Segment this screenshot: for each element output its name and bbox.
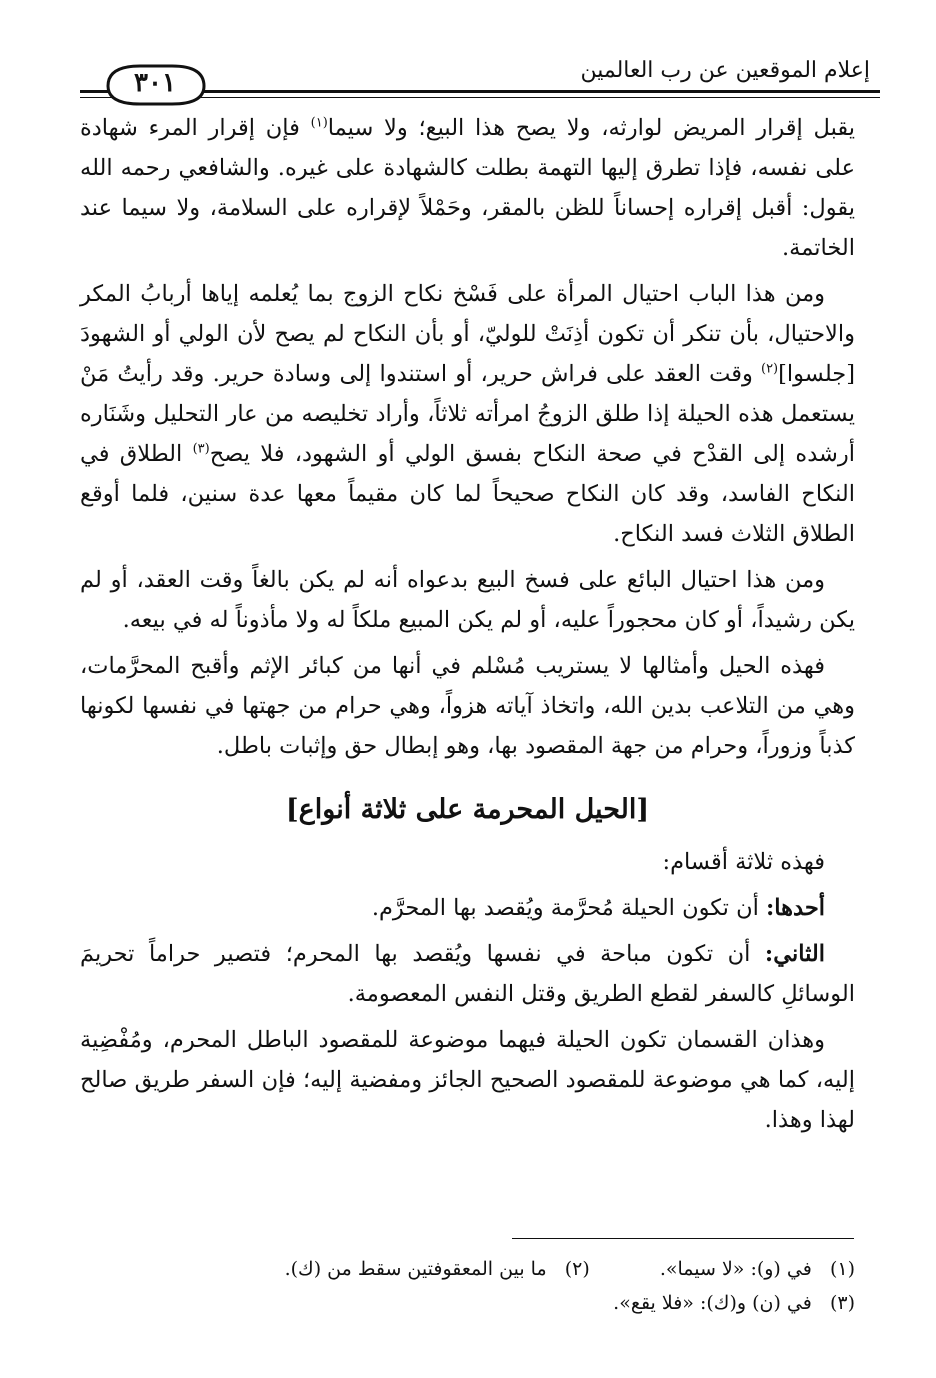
paragraph-8: وهذان القسمان تكون الحيلة فيهما موضوعة للمقصود الباطل المحرم، ومُفْضِية إليه، كما هي موضوعة للمقصود الصحيح الجائز ومفضية إليه؛ فإن السفر طريق صالح لهذا وهذا. <box>80 1027 855 1133</box>
footnote-ref-2: (٢) <box>760 361 779 377</box>
page-header <box>80 40 880 100</box>
paragraph-6-text: أن تكون الحيلة مُحرَّمة ويُقصد بها المحرَّم. <box>371 895 766 921</box>
main-text <box>80 108 855 1146</box>
paragraph-6 <box>80 888 855 928</box>
footnotes <box>80 1252 855 1320</box>
paragraph-6-label: أحدها: <box>766 895 825 921</box>
paragraph-2-text-b: وقت العقد على فراش حرير، أو استندوا إلى وسادة حرير. وقد رأيتُ مَنْ يستعمل هذه الحيلة إذا طلق الزوجُ امرأته ثلاثاً، وأراد تخليصه من عار التحليل وشَنَاره أرشده إلى القدْح في صحة النكاح بفسق الولي أو الشهود، فلا يصح <box>80 361 855 467</box>
paragraph-7-label: الثاني: <box>764 941 825 967</box>
paragraph-5: فهذه ثلاثة أقسام: <box>662 849 825 875</box>
paragraph-1-text-b: فإن إقرار المرء شهادة على نفسه، فإذا تطرق إليها التهمة بطلت كالشهادة على غيره. والشافعي رحمه الله يقول: أقبل إقراره إحساناً للظن بالمقر، وحَمْلاً لإقراره على السلامة، ولا سيما عند الخاتمة. <box>80 115 855 261</box>
paragraph-1-text-a: يقبل إقرار المريض لوارثه، ولا يصح هذا البيع؛ ولا سيما <box>327 115 855 141</box>
footnote-3-text: في (ن) و(ك): «فلا يقع». <box>613 1292 812 1314</box>
paragraph-4: فهذه الحيل وأمثالها لا يستريب مُسْلم في أنها من كبائر الإثم وأقبح المحرَّمات، وهي من التلاعب بدين الله، واتخاذ آياته هزواً، وهي حرام من جهتها في نفسها لكونها كذباً وزوراً، وحرام من جهة المقصود بها، وهو إبطال حق وإثبات باطل. <box>80 653 855 759</box>
footnote-ref-3: (٣) <box>192 441 210 457</box>
paragraph-7 <box>80 934 855 1014</box>
footnote-3 <box>613 1286 855 1320</box>
footnote-separator <box>512 1238 854 1239</box>
footnote-2-text: ما بين المعقوفتين سقط من (ك). <box>284 1258 547 1280</box>
page-number: ٣٠١ <box>134 68 176 98</box>
footnote-row <box>80 1252 855 1286</box>
page-number-badge <box>100 62 210 106</box>
running-title: إعلام الموقعين عن رب العالمين <box>580 58 870 83</box>
paragraph-3: ومن هذا احتيال البائع على فسخ البيع بدعواه أنه لم يكن بالغاً وقت العقد، أو لم يكن رشيداً، أو كان محجوراً عليه، أو لم يكن المبيع ملكاً له ولا مأذوناً له في بيعه. <box>80 567 855 633</box>
footnote-1-number: (١) <box>829 1258 855 1280</box>
paragraph-1 <box>80 108 855 268</box>
footnote-1-text: في (و): «لا سيما». <box>659 1258 812 1280</box>
footnote-row <box>80 1286 855 1320</box>
paragraph-2 <box>80 274 855 554</box>
footnote-ref-1: (١) <box>310 115 328 131</box>
section-heading: [الحيل المحرمة على ثلاثة أنواع] <box>285 794 650 825</box>
paragraph-2-text-a: ومن هذا الباب احتيال المرأة على فَسْخ نكاح الزوج بما يُعلمه إياها أربابُ المكر والاحتيال، بأن تنكر أن تكون أذِنَتْ للوليّ، أو بأن النكاح لم يصح لأن الولي أو الشهودَ [جلسوا] <box>80 281 855 387</box>
footnote-3-number: (٣) <box>829 1292 855 1314</box>
footnote-2 <box>285 1252 590 1286</box>
footnote-2-number: (٢) <box>564 1258 590 1280</box>
paragraph-2-text-c: الطلاق في النكاح الفاسد، وقد كان النكاح صحيحاً لما كان مقيماً معها عدة سنين، فلما أوقع الطلاق الثلاث فسد النكاح. <box>80 441 855 547</box>
footnote-1 <box>660 1252 855 1286</box>
paragraph-7-text: أن تكون مباحة في نفسها ويُقصد بها المحرم؛ فتصير حراماً تحريمَ الوسائلِ كالسفر لقطع الطريق وقتل النفس المعصومة. <box>80 941 855 1007</box>
